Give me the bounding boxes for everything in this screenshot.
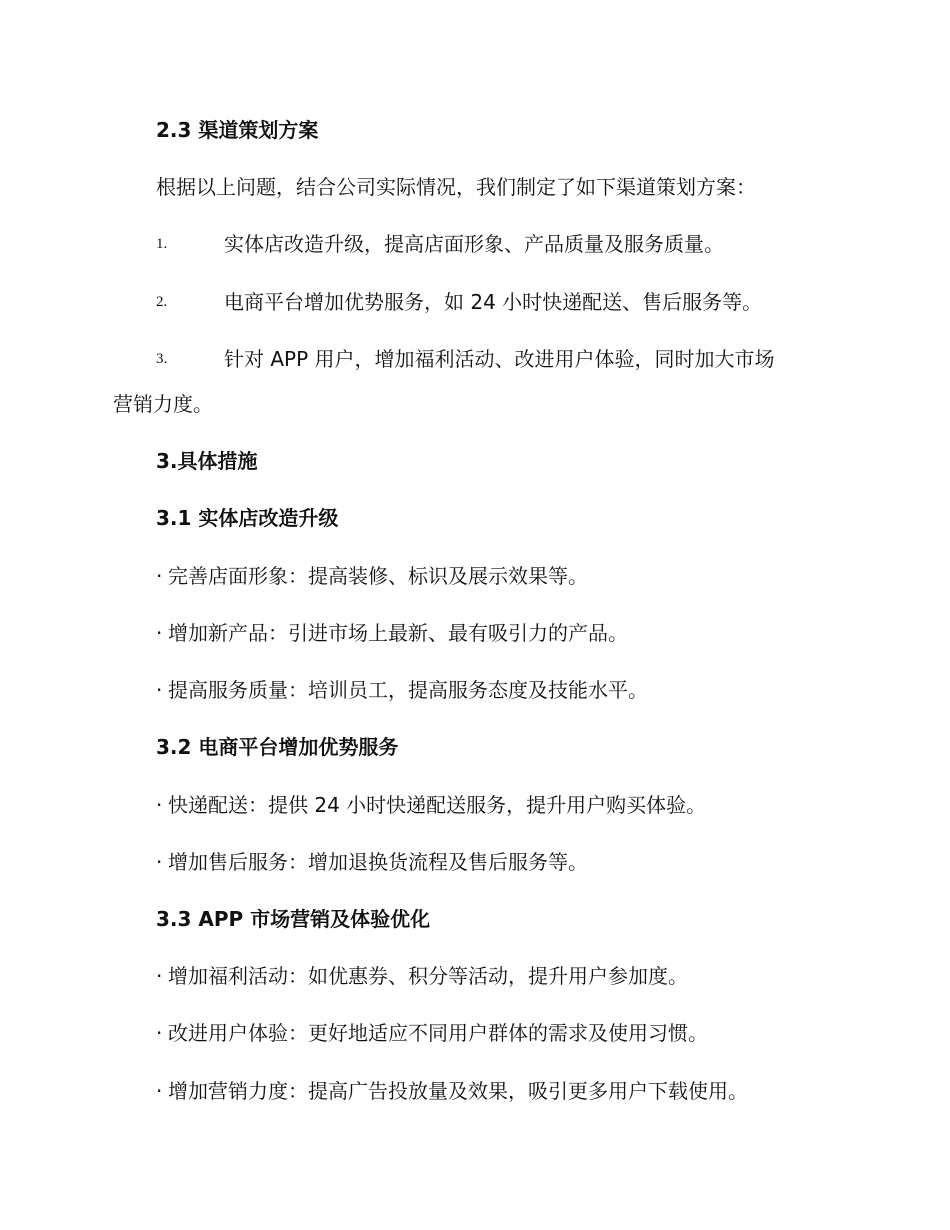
bullet-text: 完善店面形象：提高装修、标识及展示效果等。 [168, 564, 588, 588]
bullet-item [156, 793, 706, 817]
bullet-item [156, 1021, 708, 1045]
item-text-continuation: 营销力度。 [113, 392, 213, 416]
bullet-item [156, 564, 588, 588]
section-2-3-heading: 2.3 渠道策划方案 [156, 118, 319, 142]
bullet-item [156, 850, 588, 874]
item-number: 1. [156, 236, 168, 252]
bullet-glyph: · [156, 621, 163, 645]
item-number: 3. [156, 351, 168, 367]
section-3-1-heading: 3.1 实体店改造升级 [156, 506, 339, 530]
bullet-glyph: · [156, 964, 163, 988]
bullet-text: 增加营销力度：提高广告投放量及效果，吸引更多用户下载使用。 [168, 1079, 748, 1103]
bullet-item [156, 621, 628, 645]
bullet-glyph: · [156, 678, 163, 702]
item-text: 实体店改造升级，提高店面形象、产品质量及服务质量。 [224, 232, 724, 256]
section-2-3-intro: 根据以上问题，结合公司实际情况，我们制定了如下渠道策划方案： [156, 175, 756, 199]
bullet-text: 增加福利活动：如优惠券、积分等活动，提升用户参加度。 [168, 964, 688, 988]
item-text: 电商平台增加优势服务，如 24 小时快递配送、售后服务等。 [224, 290, 763, 314]
bullet-glyph: · [156, 1079, 163, 1103]
bullet-text: 快递配送：提供 24 小时快递配送服务，提升用户购买体验。 [168, 793, 707, 817]
bullet-text: 增加新产品：引进市场上最新、最有吸引力的产品。 [168, 621, 628, 645]
bullet-glyph: · [156, 564, 163, 588]
bullet-item [156, 678, 648, 702]
bullet-glyph: · [156, 850, 163, 874]
section-3-3-heading: 3.3 APP 市场营销及体验优化 [156, 907, 431, 931]
bullet-text: 增加售后服务：增加退换货流程及售后服务等。 [168, 850, 588, 874]
bullet-text: 提高服务质量：培训员工，提高服务态度及技能水平。 [168, 678, 648, 702]
item-text: 针对 APP 用户，增加福利活动、改进用户体验，同时加大市场 [224, 347, 775, 371]
bullet-glyph: · [156, 1021, 163, 1045]
bullet-glyph: · [156, 793, 163, 817]
bullet-item [156, 1079, 748, 1103]
item-number: 2. [156, 294, 168, 310]
section-3-heading: 3.具体措施 [156, 449, 258, 473]
section-3-2-heading: 3.2 电商平台增加优势服务 [156, 735, 399, 759]
bullet-item [156, 964, 688, 988]
bullet-text: 改进用户体验：更好地适应不同用户群体的需求及使用习惯。 [168, 1021, 708, 1045]
